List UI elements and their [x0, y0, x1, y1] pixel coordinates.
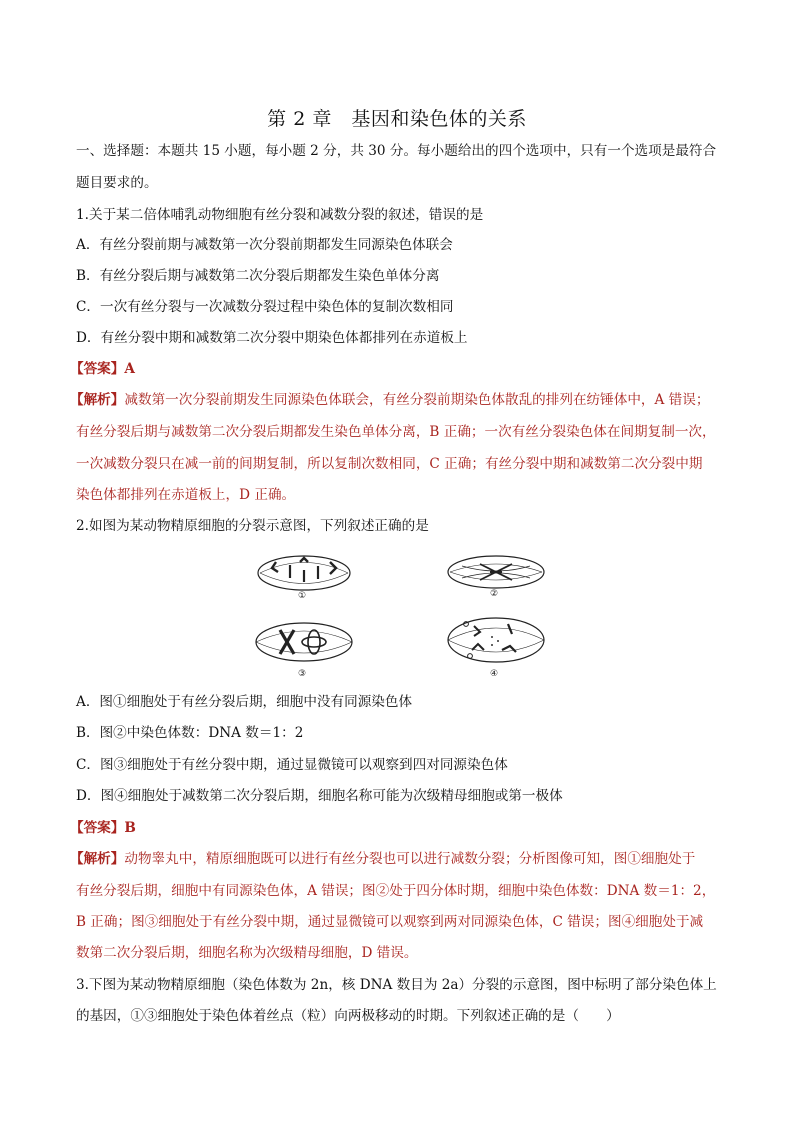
q1-answer	[70, 359, 720, 379]
q3-stem-line-1: 3.下图为某动物精原细胞（染色体数为 2n，核 DNA 数目为 2a）分裂的示意图，图中标明了部分染色体上	[76, 977, 717, 993]
section-intro-line-1: 一、选择题：本题共 15 小题，每小题 2 分，共 30 分。每小题给出的四个选项中，只有一个选项是最符合	[76, 143, 717, 159]
q2-analysis-line-2: 有丝分裂后期，细胞中有同源染色体，A 错误；图②处于四分体时期，细胞中染色体数：DNA 数＝1：2，	[76, 883, 716, 899]
q1-analysis-text-1: 减数第一次分裂前期发生同源染色体联会，有丝分裂前期染色体散乱的排列在纺锤体中，A 错误；	[124, 392, 710, 408]
q1-analysis-line-4: 染色体都排列在赤道板上，D 正确。	[76, 487, 296, 503]
q2-answer-label: 【答案】	[70, 820, 125, 836]
q1-analysis-line-3: 一次减数分裂只在减一前的间期复制，所以复制次数相同，C 正确；有丝分裂中期和减数第二次分裂中期	[76, 456, 703, 472]
q1-answer-label: 【答案】	[70, 361, 125, 377]
cell-4-diagram	[448, 618, 544, 662]
q2-analysis-line-3: B 正确；图③细胞处于有丝分裂中期，通过显微镜可以观察到两对同源染色体，C 错误；图④细胞处于减	[76, 914, 704, 930]
q2-option-b: B．图②中染色体数：DNA 数＝1：2	[76, 725, 304, 741]
q2-analysis-text-1: 动物睾丸中，精原细胞既可以进行有丝分裂也可以进行减数分裂；分析图像可知，图①细胞处于	[124, 851, 696, 867]
q2-option-c: C．图③细胞处于有丝分裂中期，通过显微镜可以观察到四对同源染色体	[76, 757, 508, 773]
q1-analysis-line-1	[70, 390, 720, 410]
q2-answer-value: B	[124, 820, 136, 836]
cell-1-diagram	[258, 556, 350, 590]
cell-3-diagram	[256, 623, 352, 661]
q1-analysis-line-2: 有丝分裂后期与减数第二次分裂后期都发生染色单体分离，B 正确；一次有丝分裂染色体在间期复制一次，	[76, 424, 716, 440]
q2-option-d: D．图④细胞处于减数第二次分裂后期，细胞名称可能为次级精母细胞或第一极体	[76, 788, 563, 804]
q1-answer-value: A	[124, 361, 135, 377]
figure-label-4: ④	[490, 669, 499, 679]
chapter-title: 第 2 章 基因和染色体的关系	[267, 108, 527, 130]
q2-analysis-line-4: 数第二次分裂后期，细胞名称为次级精母细胞，D 错误。	[76, 945, 418, 961]
q2-stem: 2.如图为某动物精原细胞的分裂示意图，下列叙述正确的是	[76, 518, 429, 534]
q1-stem: 1.关于某二倍体哺乳动物细胞有丝分裂和减数分裂的叙述，错误的是	[76, 207, 484, 223]
figure-label-2: ②	[490, 589, 499, 599]
q2-option-a: A．图①细胞处于有丝分裂后期，细胞中没有同源染色体	[76, 694, 413, 710]
q1-option-b: B．有丝分裂后期与减数第二次分裂后期都发生染色单体分离	[76, 268, 440, 284]
q3-stem-line-2: 的基因，①③细胞处于染色体着丝点（粒）向两极移动的时期。下列叙述正确的是（ ）	[76, 1008, 620, 1024]
q2-answer	[70, 818, 720, 838]
q2-analysis-label: 【解析】	[70, 851, 125, 867]
section-intro-line-2: 题目要求的。	[76, 175, 158, 191]
q1-option-c: C．一次有丝分裂与一次减数分裂过程中染色体的复制次数相同	[76, 299, 454, 315]
figure-label-1: ①	[298, 591, 307, 601]
q2-cell-division-figure	[240, 550, 560, 685]
q1-analysis-label: 【解析】	[70, 392, 125, 408]
q1-option-d: D．有丝分裂中期和减数第二次分裂中期染色体都排列在赤道板上	[76, 330, 468, 346]
q1-option-a: A．有丝分裂前期与减数第一次分裂前期都发生同源染色体联会	[76, 237, 453, 253]
q2-analysis-line-1	[70, 849, 720, 869]
cell-2-diagram	[448, 556, 544, 588]
figure-label-3: ③	[298, 669, 307, 679]
